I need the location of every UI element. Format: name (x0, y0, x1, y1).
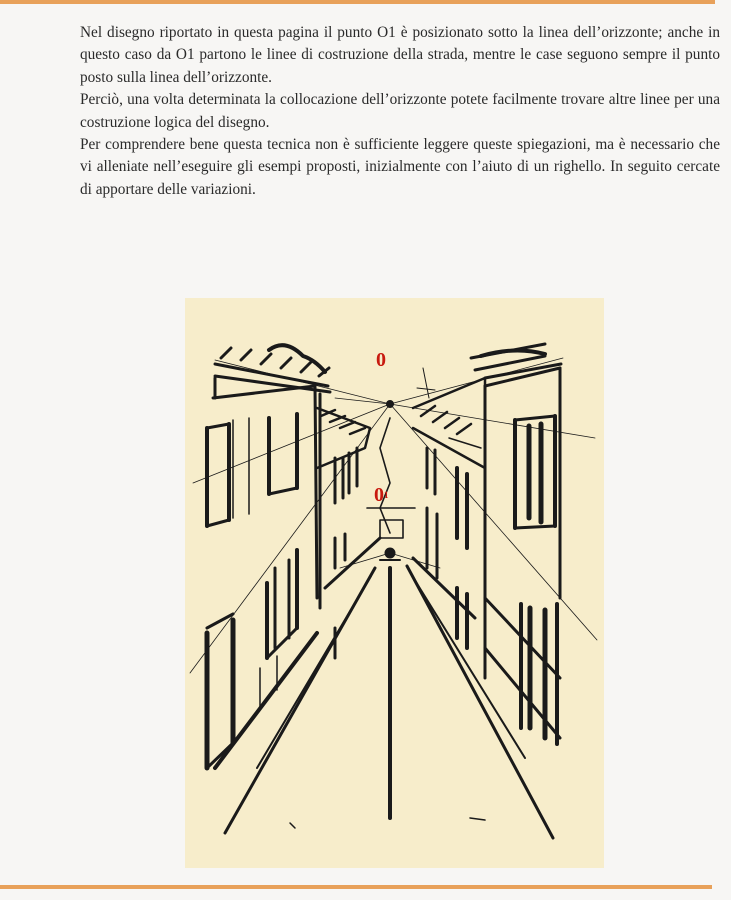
label-o1-subscript: 1 (384, 490, 389, 500)
drawing-canvas (185, 298, 604, 868)
right-roof (413, 378, 485, 468)
body-text (80, 22, 720, 201)
label-o: 0 (376, 349, 386, 371)
street-perspective-drawing (185, 298, 604, 868)
left-building (207, 345, 330, 768)
middle-left-buildings (325, 448, 380, 658)
top-orange-rule (0, 0, 715, 4)
paragraph-3: Per comprendere bene questa tecnica non è sufficiente leggere queste spiegazioni, ma è necessario che vi alleniate nell’eseguire gli esempi proposti, inizialmente con l’aiuto di un righello. In seguito cercate di apportare delle variazioni. (80, 136, 720, 198)
distant-buildings (367, 368, 435, 538)
bottom-orange-rule (0, 885, 712, 889)
label-o1: $0^1$ (374, 484, 389, 506)
paragraph-2: Perciò, una volta determinata la collocazione dell’orizzonte potete facilmente trovare altre linee per una costruzione logica del disegno. (80, 91, 720, 131)
vanishing-point-o (387, 401, 394, 408)
middle-right-buildings (413, 448, 475, 648)
vanishing-point-o1 (385, 548, 395, 558)
paragraph-1: Nel disegno riportato in questa pagina il punto O1 è posizionato sotto la linea dell’orizzonte; anche in questo caso da O1 partono le linee di costruzione della strada, mentre le case seguono sempre il punto posto sulla linea dell’orizzonte. (80, 24, 720, 86)
